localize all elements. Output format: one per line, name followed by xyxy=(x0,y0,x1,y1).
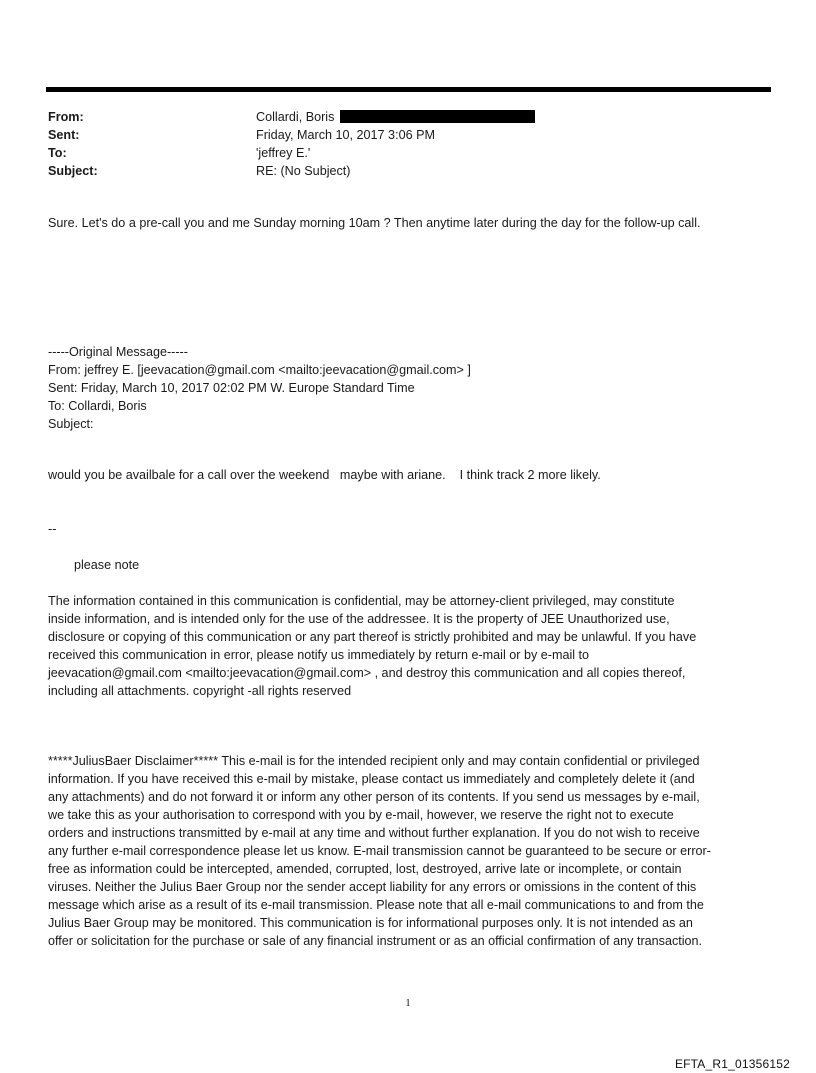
sent-label: Sent: xyxy=(48,128,80,142)
original-from: From: jeffrey E. [jeevacation@gmail.com <mailto:jeevacation@gmail.com> ] xyxy=(48,363,471,377)
subject-row xyxy=(48,162,768,180)
document-id: EFTA_R1_01356152 xyxy=(674,1057,790,1071)
original-separator: -----Original Message----- xyxy=(48,345,188,359)
from-label: From: xyxy=(48,110,84,124)
confidential-line: including all attachments. copyright -all rights reserved xyxy=(48,684,352,698)
original-to: To: Collardi, Boris xyxy=(48,399,147,413)
disclaimer-line: free as information could be intercepted, amended, corrupted, lost, destroyed, arrive late or incomplete, or contain xyxy=(48,862,682,876)
confidentiality-notice xyxy=(48,592,776,700)
header-rule xyxy=(46,87,771,92)
original-body: would you be availbale for a call over the weekend maybe with ariane. I think track 2 more likely. xyxy=(48,468,601,482)
disclaimer-line: any further e-mail correspondence please let us know. E-mail transmission cannot be guaranteed to be secure or error- xyxy=(48,844,711,858)
disclaimer-line: offer or solicitation for the purchase or sale of any financial instrument or as an official confirmation of any transaction. xyxy=(48,934,703,948)
confidential-line: received this communication in error, please notify us immediately by return e-mail or by e-mail to xyxy=(48,648,590,662)
disclaimer-line: Julius Baer Group may be monitored. This communication is for informational purposes only. It is not intended as an xyxy=(48,916,693,930)
original-sent: Sent: Friday, March 10, 2017 02:02 PM W. Europe Standard Time xyxy=(48,381,415,395)
from-row xyxy=(48,108,768,126)
disclaimer-line: *****JuliusBaer Disclaimer***** This e-mail is for the intended recipient only and may contain confidential or privileged xyxy=(48,754,700,768)
confidential-line: disclosure or copying of this communication or any part thereof is strictly prohibited and may be unlawful. If you have xyxy=(48,630,697,644)
disclaimer-line: viruses. Neither the Julius Baer Group nor the sender accept liability for any errors or omissions in the content of this xyxy=(48,880,697,894)
disclaimer-line: message which arise as a result of its e-mail transmission. Please note that all e-mail communications to and from the xyxy=(48,898,704,912)
original-message-header xyxy=(48,343,776,433)
from-value-wrap xyxy=(256,108,535,126)
signature-dash: -- xyxy=(48,522,57,536)
confidential-line: inside information, and is intended only for the use of the addressee. It is the property of JEE Unauthorized use, xyxy=(48,612,670,626)
confidential-line: The information contained in this communication is confidential, may be attorney-client privileged, may constitute xyxy=(48,594,675,608)
original-subject: Subject: xyxy=(48,417,94,431)
subject-label: Subject: xyxy=(48,164,98,178)
disclaimer-line: any attachments) and do not forward it or inform any other person of its contents. If you send us messages by e-mail, xyxy=(48,790,700,804)
to-value: 'jeffrey E.' xyxy=(256,146,311,160)
disclaimer-line: information. If you have received this e-mail by mistake, please contact us immediately and completely delete it (and xyxy=(48,772,695,786)
reply-body: Sure. Let's do a pre-call you and me Sunday morning 10am ? Then anytime later during the day for the follow-up call. xyxy=(48,216,701,230)
disclaimer-line: orders and instructions transmitted by e-mail at any time and without further explanation. If you do not wish to receive xyxy=(48,826,700,840)
to-row xyxy=(48,144,768,162)
please-note: please note xyxy=(74,558,140,572)
email-header xyxy=(48,108,768,180)
sent-value: Friday, March 10, 2017 3:06 PM xyxy=(256,128,435,142)
sent-row xyxy=(48,126,768,144)
disclaimer-line: we take this as your authorisation to correspond with you by e-mail, however, we reserve the right not to execute xyxy=(48,808,674,822)
from-value: Collardi, Boris xyxy=(256,110,335,124)
redaction-box xyxy=(340,110,535,123)
page-number: 1 xyxy=(405,997,411,1009)
juliusbaer-disclaimer xyxy=(48,752,776,950)
subject-value: RE: (No Subject) xyxy=(256,164,351,178)
to-label: To: xyxy=(48,146,67,160)
confidential-line: jeevacation@gmail.com <mailto:jeevacation@gmail.com> , and destroy this communication and all copies thereof, xyxy=(48,666,686,680)
